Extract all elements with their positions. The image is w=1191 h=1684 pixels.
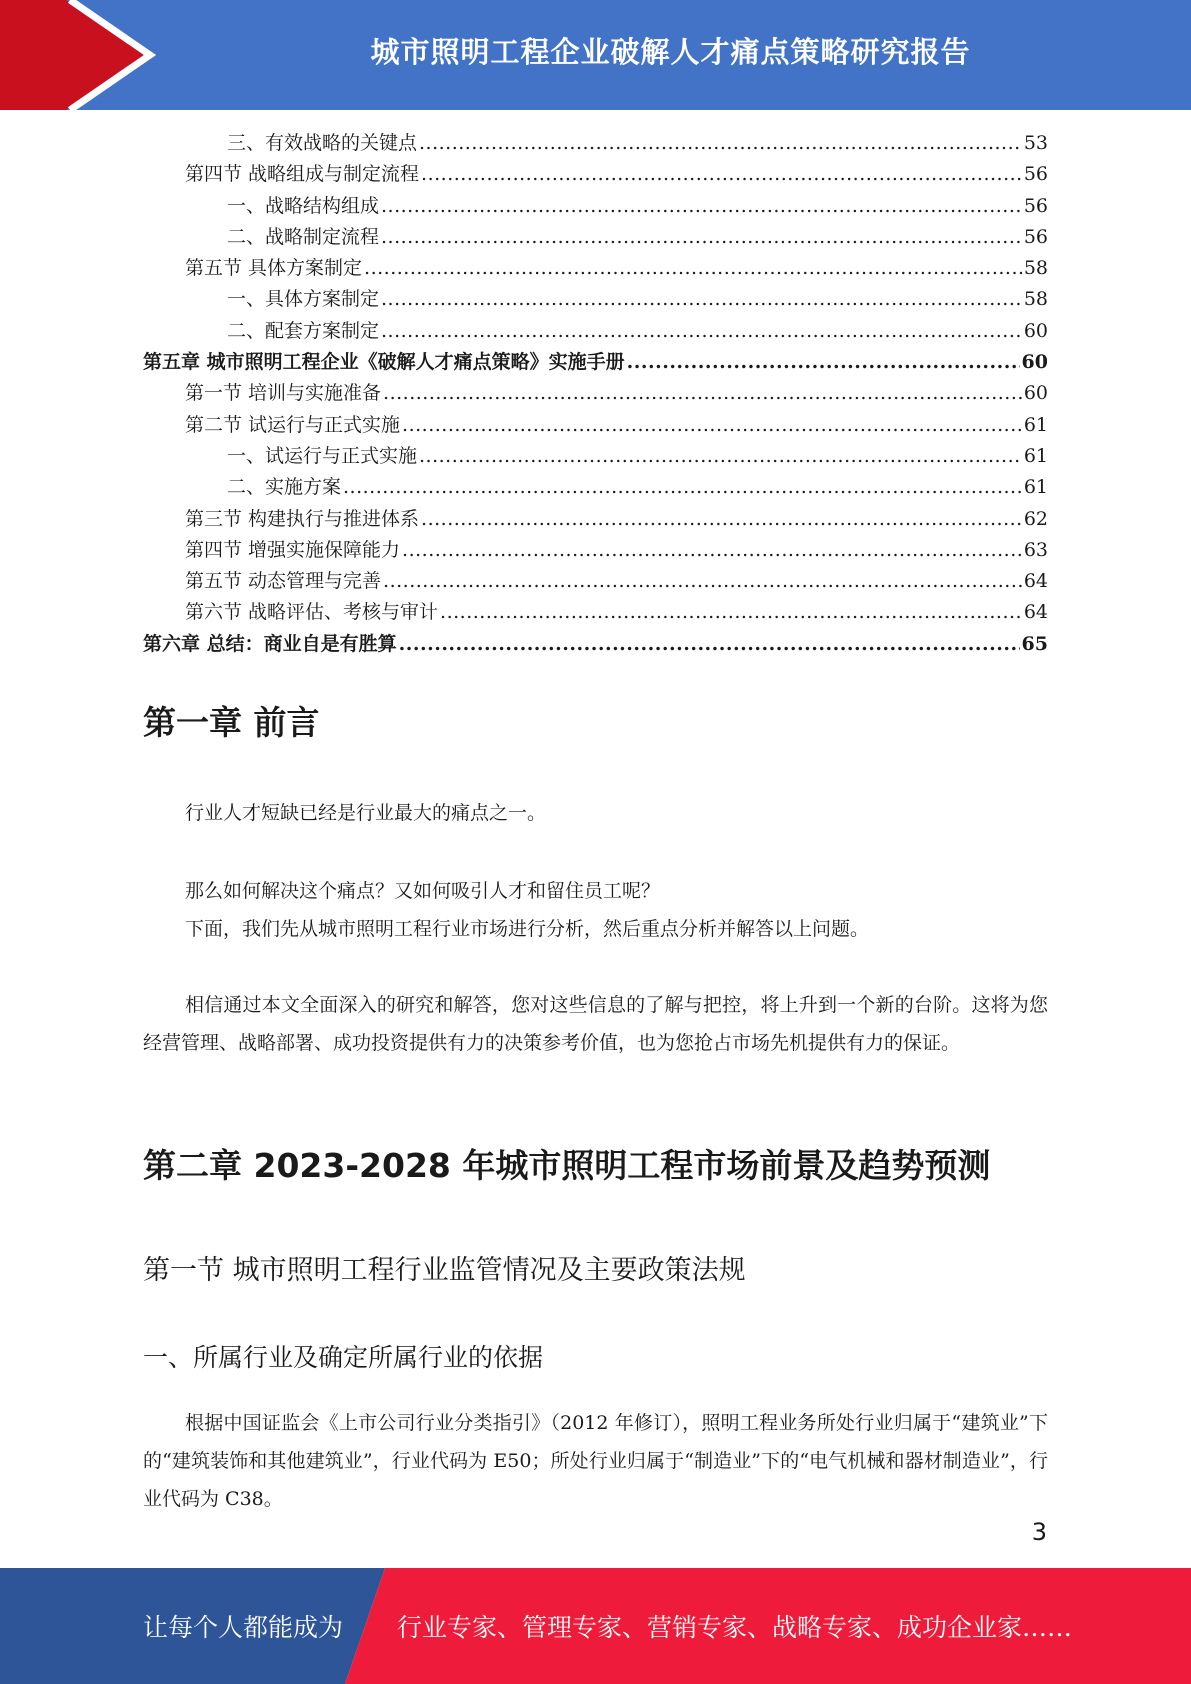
toc-entry-page: 63: [1023, 538, 1048, 561]
toc-entry-page: 65: [1021, 632, 1048, 655]
toc-entry-page: 61: [1023, 476, 1048, 499]
toc-entry-title: 一、试运行与正式实施: [227, 444, 418, 467]
toc-entry-title: 第四节 增强实施保障能力: [185, 538, 401, 561]
toc-entry-page: 58: [1023, 257, 1048, 280]
table-of-contents: [143, 128, 1048, 660]
subsection-1-title: 一、所属行业及确定所属行业的依据: [143, 1343, 544, 1372]
toc-entry-title: 二、配套方案制定: [227, 319, 380, 342]
toc-entry[interactable]: [143, 222, 1048, 253]
toc-entry-page: 61: [1023, 444, 1048, 467]
toc-entry[interactable]: [143, 284, 1048, 315]
paragraph-5: 根据中国证监会《上市公司行业分类指引》（2012 年修订），照明工程业务所处行业归属于“建筑业”下的“建筑装饰和其他建筑业”，行业代码为 E50；所处行业归属于“制造业”下的“电气机械和器材制造业”，行业代码为 C38。: [143, 1412, 1048, 1510]
toc-entry-title: 三、有效战略的关键点: [227, 132, 418, 154]
toc-entry-title: 二、战略制定流程: [227, 225, 380, 248]
toc-leader-dots: [440, 597, 1022, 628]
page-number: 3: [1031, 1518, 1047, 1546]
toc-entry-page: 60: [1023, 319, 1048, 342]
toc-entry-title: 第三节 构建执行与推进体系: [185, 507, 420, 530]
toc-leader-dots: [381, 191, 1022, 222]
toc-entry[interactable]: [143, 378, 1048, 409]
header-title: 城市照明工程企业破解人才痛点策略研究报告: [370, 34, 971, 69]
toc-entry[interactable]: [143, 441, 1048, 472]
chapter-2-title: 第二章 2023-2028 年城市照明工程市场前景及趋势预测: [143, 1146, 991, 1185]
paragraph-1: 行业人才短缺已经是行业最大的痛点之一。: [185, 802, 547, 824]
toc-entry[interactable]: [143, 566, 1048, 597]
toc-leader-dots: [627, 347, 1020, 378]
toc-entry-page: 53: [1023, 132, 1048, 154]
toc-leader-dots: [381, 316, 1022, 347]
toc-entry-page: 56: [1023, 163, 1048, 186]
toc-entry-page: 60: [1023, 382, 1048, 405]
toc-leader-dots: [421, 504, 1022, 535]
toc-entry[interactable]: [143, 347, 1048, 378]
toc-entry[interactable]: [143, 629, 1048, 660]
toc-entry-title: 第二节 试运行与正式实施: [185, 413, 401, 436]
toc-leader-dots: [402, 410, 1022, 441]
toc-entry-page: 58: [1023, 288, 1048, 311]
toc-entry-page: 62: [1023, 507, 1048, 530]
page-footer: [0, 1568, 1191, 1684]
toc-entry-page: 61: [1023, 413, 1048, 436]
toc-entry[interactable]: [143, 253, 1048, 284]
footer-left-text: 让每个人都能成为: [143, 1613, 344, 1642]
toc-entry[interactable]: [143, 535, 1048, 566]
paragraph-3: 下面，我们先从城市照明工程行业市场进行分析，然后重点分析并解答以上问题。: [185, 918, 870, 940]
toc-entry[interactable]: [143, 128, 1048, 159]
toc-leader-dots: [381, 284, 1022, 315]
toc-leader-dots: [364, 253, 1022, 284]
page-header: [0, 0, 1191, 110]
toc-leader-dots: [343, 472, 1022, 503]
toc-entry-title: 一、具体方案制定: [227, 288, 380, 311]
toc-entry-title: 第五节 具体方案制定: [185, 257, 363, 280]
toc-entry-title: 第四节 战略组成与制定流程: [185, 163, 420, 186]
toc-entry-title: 第六章 总结：商业自是有胜算: [143, 632, 397, 655]
toc-leader-dots: [383, 378, 1022, 409]
footer-right-text: 行业专家、管理专家、营销专家、战略专家、成功企业家……: [397, 1613, 1073, 1642]
toc-leader-dots: [381, 222, 1022, 253]
toc-entry-title: 第六节 战略评估、考核与审计: [185, 601, 439, 624]
chapter-1-title: 第一章 前言: [143, 703, 320, 742]
toc-entry[interactable]: [143, 597, 1048, 628]
header-arrow-red: [0, 0, 150, 110]
toc-entry[interactable]: [143, 504, 1048, 535]
paragraph-2: 那么如何解决这个痛点？又如何吸引人才和留住员工呢？: [185, 880, 661, 902]
toc-entry-title: 二、实施方案: [227, 476, 342, 499]
toc-leader-dots: [421, 159, 1022, 190]
toc-entry-page: 56: [1023, 225, 1048, 248]
toc-entry[interactable]: [143, 159, 1048, 190]
section-1-title: 第一节 城市照明工程行业监管情况及主要政策法规: [143, 1255, 746, 1286]
toc-leader-dots: [402, 535, 1022, 566]
toc-leader-dots: [419, 441, 1022, 472]
toc-entry[interactable]: [143, 316, 1048, 347]
toc-entry-title: 第五章 城市照明工程企业《破解人才痛点策略》实施手册: [143, 351, 625, 374]
toc-entry-page: 64: [1023, 601, 1048, 624]
toc-entry[interactable]: [143, 472, 1048, 503]
toc-entry-page: 56: [1023, 194, 1048, 217]
paragraph-4: 相信通过本文全面深入的研究和解答，您对这些信息的了解与把控，将上升到一个新的台阶。这将为您经营管理、战略部署、成功投资提供有力的决策参考价值，也为您抢占市场先机提供有力的保证。: [143, 994, 1048, 1054]
header-arrow-icon: [0, 0, 160, 110]
toc-entry[interactable]: [143, 410, 1048, 441]
toc-entry[interactable]: [143, 191, 1048, 222]
toc-entry-title: 一、战略结构组成: [227, 194, 380, 217]
toc-entry-title: 第一节 培训与实施准备: [185, 382, 382, 405]
toc-entry-title: 第五节 动态管理与完善: [185, 570, 382, 593]
toc-entry-page: 60: [1021, 351, 1048, 374]
toc-entry-page: 64: [1023, 570, 1048, 593]
toc-leader-dots: [383, 566, 1022, 597]
toc-leader-dots: [399, 629, 1020, 660]
toc-leader-dots: [419, 128, 1022, 159]
